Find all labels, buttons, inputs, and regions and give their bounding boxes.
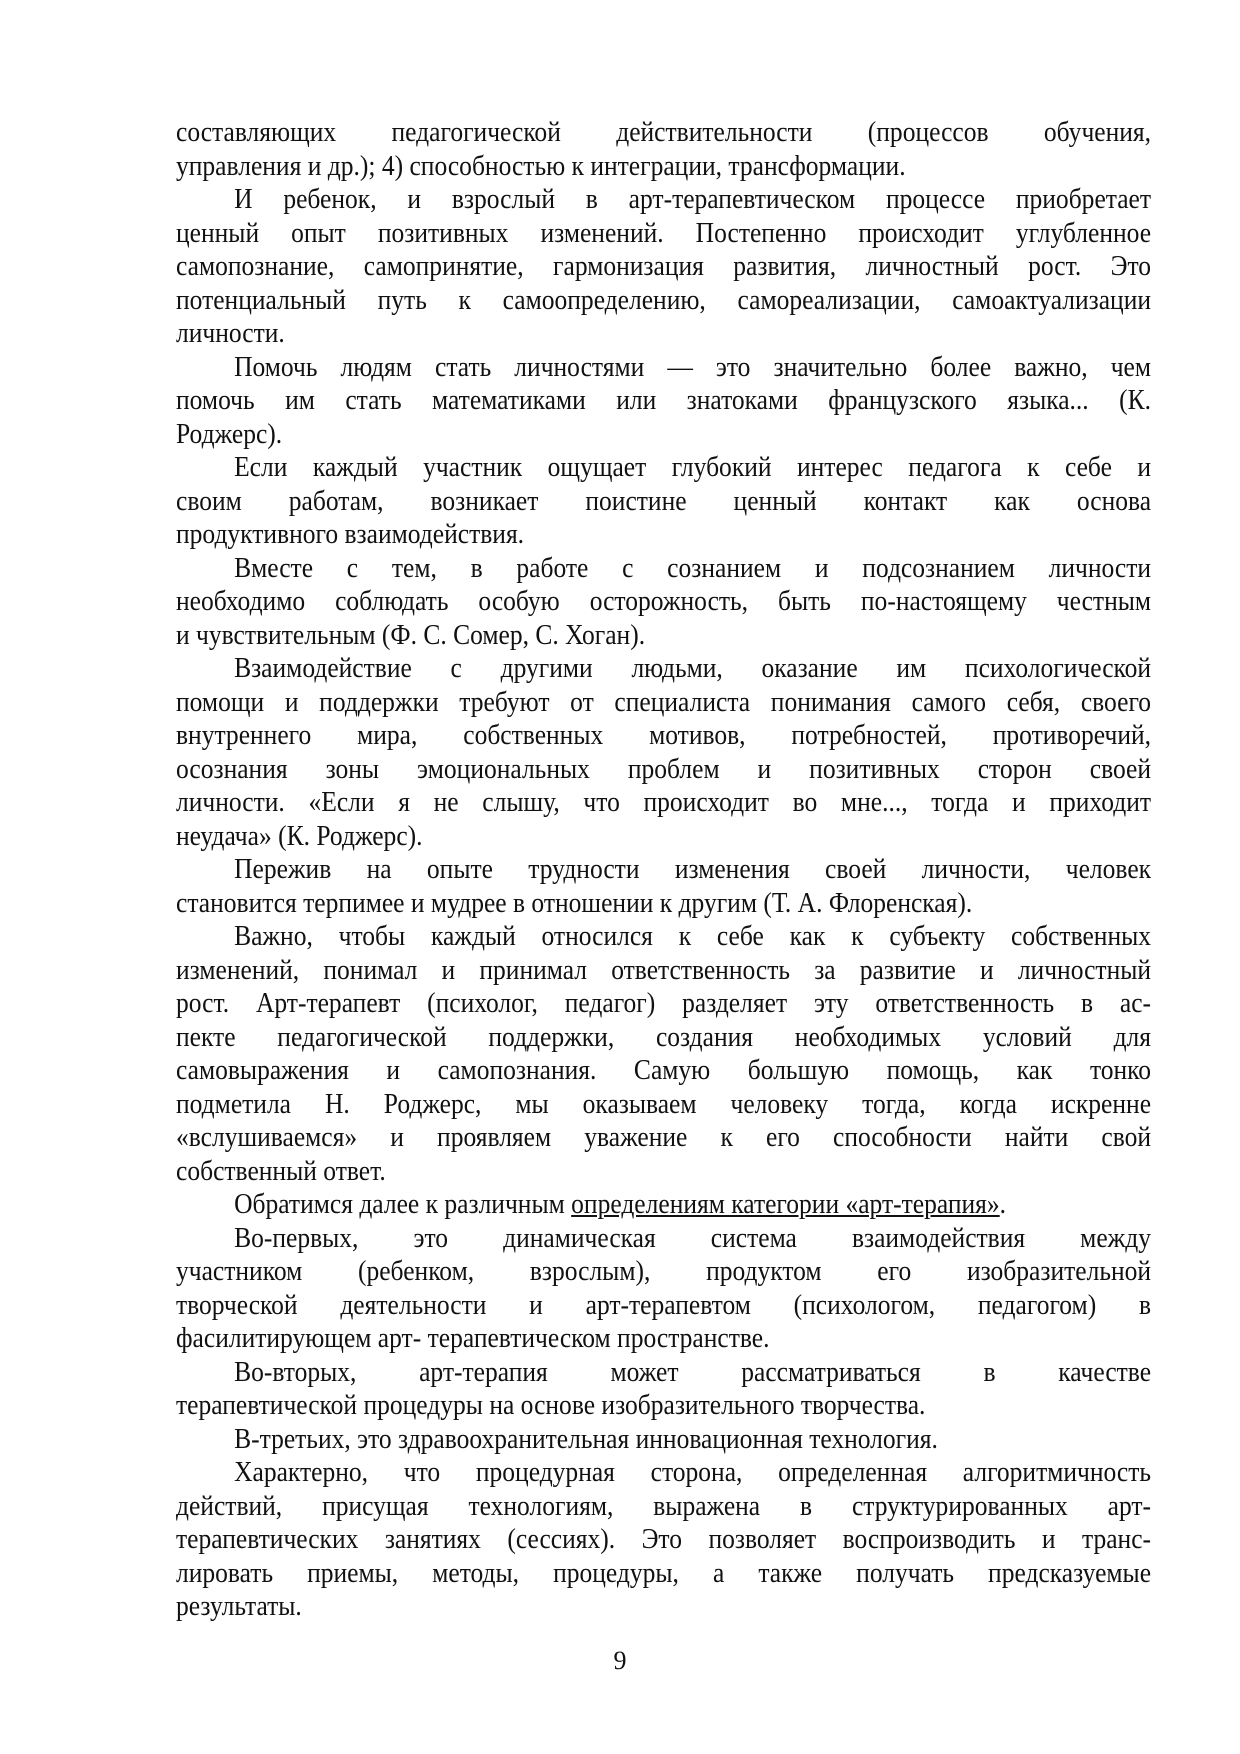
text-line-content: самопознание, самопринятие, гармонизация развития, личностный рост. Это (176, 250, 1152, 282)
text-line-content: Важно, чтобы каждый относился к себе как к субъекту собственных (234, 920, 1152, 952)
text-line-content: Взаимодействие с другими людьми, оказание им психологической (234, 652, 1152, 684)
text-line-content: осознания зоны эмоциональных проблем и позитивных сторон своей (176, 752, 1152, 785)
text-line (176, 518, 1151, 552)
punctuation: . (999, 1188, 1007, 1220)
text-line-content: пекте педагогической поддержки, создания необходимых условий для (176, 1020, 1152, 1053)
text-line (176, 1423, 1151, 1457)
text-line (176, 1188, 1151, 1222)
text-line (176, 552, 1151, 586)
text-line (176, 753, 1151, 787)
text-line (176, 150, 1151, 184)
text-line (176, 987, 1151, 1021)
text-line-content: помочь им стать математиками или знатоками французского языка... (К. (176, 384, 1152, 416)
text-line (176, 686, 1151, 720)
text-line-content: подметила Н. Роджерс, мы оказываем человеку тогда, когда искренне (176, 1087, 1152, 1120)
text-line (176, 1121, 1151, 1155)
text-line-content: собственный ответ. (176, 1154, 386, 1187)
text-line (176, 786, 1151, 820)
text-line-content: фасилитирующем арт- терапевтическом пространстве. (176, 1322, 770, 1354)
underlined-term: определениям категории «арт-терапия» (571, 1188, 1000, 1220)
text-line (176, 853, 1151, 887)
text-line (176, 652, 1151, 686)
text-line-content: терапевтической процедуры на основе изобразительного творчества. (176, 1389, 926, 1421)
text-line (176, 183, 1151, 217)
text-line-content: ценный опыт позитивных изменений. Постепенно происходит углубленное (176, 216, 1152, 249)
text-line-content: своим работам, возникает поистине ценный контакт как основа (176, 484, 1152, 517)
text-line-content: Вместе с тем, в работе с сознанием и подсознанием личности (234, 551, 1152, 584)
text-line (176, 619, 1151, 653)
text-line-content: Если каждый участник ощущает глубокий интерес педагога к себе и (234, 451, 1152, 483)
text-line-content: терапевтических занятиях (сессиях). Это позволяет воспроизводить и транс- (176, 1523, 1152, 1555)
text-line-content: потенциальный путь к самоопределению, самореализации, самоактуализации (176, 283, 1152, 316)
text-line-content: Во-первых, это динамическая система взаимодействия между (234, 1221, 1152, 1254)
text-line (176, 284, 1151, 318)
text-line-content: изменений, понимал и принимал ответственность за развитие и личностный (176, 953, 1152, 986)
text-line-content: В-третьих, это здравоохранительная инновационная технология. (234, 1422, 938, 1455)
text-line (176, 1021, 1151, 1055)
text-line-content: управления и др.); 4) способностью к интеграции, трансформации. (176, 149, 906, 182)
text-line (176, 1490, 1151, 1524)
text-line (176, 1322, 1151, 1356)
page-number: 9 (613, 1646, 627, 1675)
text-line-content: Обратимся далее к различным (234, 1188, 572, 1220)
text-line-content: внутреннего мира, собственных мотивов, потребностей, противоречий, (176, 719, 1152, 751)
text-line (176, 585, 1151, 619)
text-line (176, 954, 1151, 988)
text-line-content: личности. (176, 317, 285, 349)
text-line-content: становится терпимее и мудрее в отношении к другим (Т. А. Флоренская). (176, 886, 973, 919)
body-text (176, 116, 1151, 1624)
text-line-content: Пережив на опыте трудности изменения своей личности, человек (234, 853, 1152, 885)
text-line (176, 1356, 1151, 1390)
text-line-content: необходимо соблюдать особую осторожность, быть по-настоящему честным (176, 585, 1152, 617)
text-line-content: самовыражения и самопознания. Самую большую помощь, как тонко (176, 1054, 1152, 1086)
text-line (176, 1155, 1151, 1189)
text-line (176, 1289, 1151, 1323)
text-line (176, 418, 1151, 452)
text-line (176, 1557, 1151, 1591)
text-line-content: «вслушиваемся» и проявляем уважение к его способности найти свой (176, 1121, 1152, 1153)
text-line (176, 384, 1151, 418)
text-line (176, 1456, 1151, 1490)
text-line-content: рост. Арт-терапевт (психолог, педагог) разделяет эту ответственность в ас- (176, 987, 1152, 1019)
text-line-content: Характерно, что процедурная сторона, определенная алгоритмичность (234, 1456, 1152, 1488)
text-line (176, 1590, 1151, 1624)
text-line (176, 1222, 1151, 1256)
text-line (176, 250, 1151, 284)
text-line-content: неудача» (К. Роджерс). (176, 819, 423, 852)
text-line-content: Роджерс). (176, 417, 283, 450)
text-line (176, 451, 1151, 485)
text-line (176, 217, 1151, 251)
text-line (176, 887, 1151, 921)
text-line (176, 1389, 1151, 1423)
text-line (176, 1523, 1151, 1557)
text-line-content: Помочь людям стать личностями — это значительно более важно, чем (234, 350, 1152, 383)
text-line-content: творческой деятельности и арт-терапевтом (психологом, педагогом) в (176, 1288, 1152, 1321)
text-line-content: Во-вторых, арт-терапия может рассматриваться в качестве (234, 1355, 1152, 1388)
text-line (176, 719, 1151, 753)
text-line-content: и чувствительным (Ф. С. Сомер, С. Хоган). (176, 618, 646, 651)
text-line-content: личности. «Если я не слышу, что происходит во мне..., тогда и приходит (176, 786, 1152, 818)
text-line-content: И ребенок, и взрослый в арт-терапевтическом процессе приобретает (234, 183, 1152, 215)
text-line (176, 1054, 1151, 1088)
text-line (176, 317, 1151, 351)
text-line-content: лировать приемы, методы, процедуры, а также получать предсказуемые (176, 1556, 1152, 1589)
text-line-content: составляющих педагогической действительности (процессов обучения, (176, 116, 1152, 148)
text-line (176, 351, 1151, 385)
text-line-content: результаты. (176, 1590, 302, 1622)
text-line-content: продуктивного взаимодействия. (176, 518, 525, 550)
text-line (176, 1255, 1151, 1289)
text-line-content: помощи и поддержки требуют от специалиста понимания самого себя, своего (176, 685, 1152, 718)
text-line (176, 1088, 1151, 1122)
text-line (176, 920, 1151, 954)
text-line-content: участником (ребенком, взрослым), продуктом его изобразительной (176, 1255, 1152, 1287)
text-line-content: действий, присущая технологиям, выражена в структурированных арт- (176, 1489, 1152, 1522)
text-line (176, 820, 1151, 854)
text-line (176, 116, 1151, 150)
text-line (176, 485, 1151, 519)
